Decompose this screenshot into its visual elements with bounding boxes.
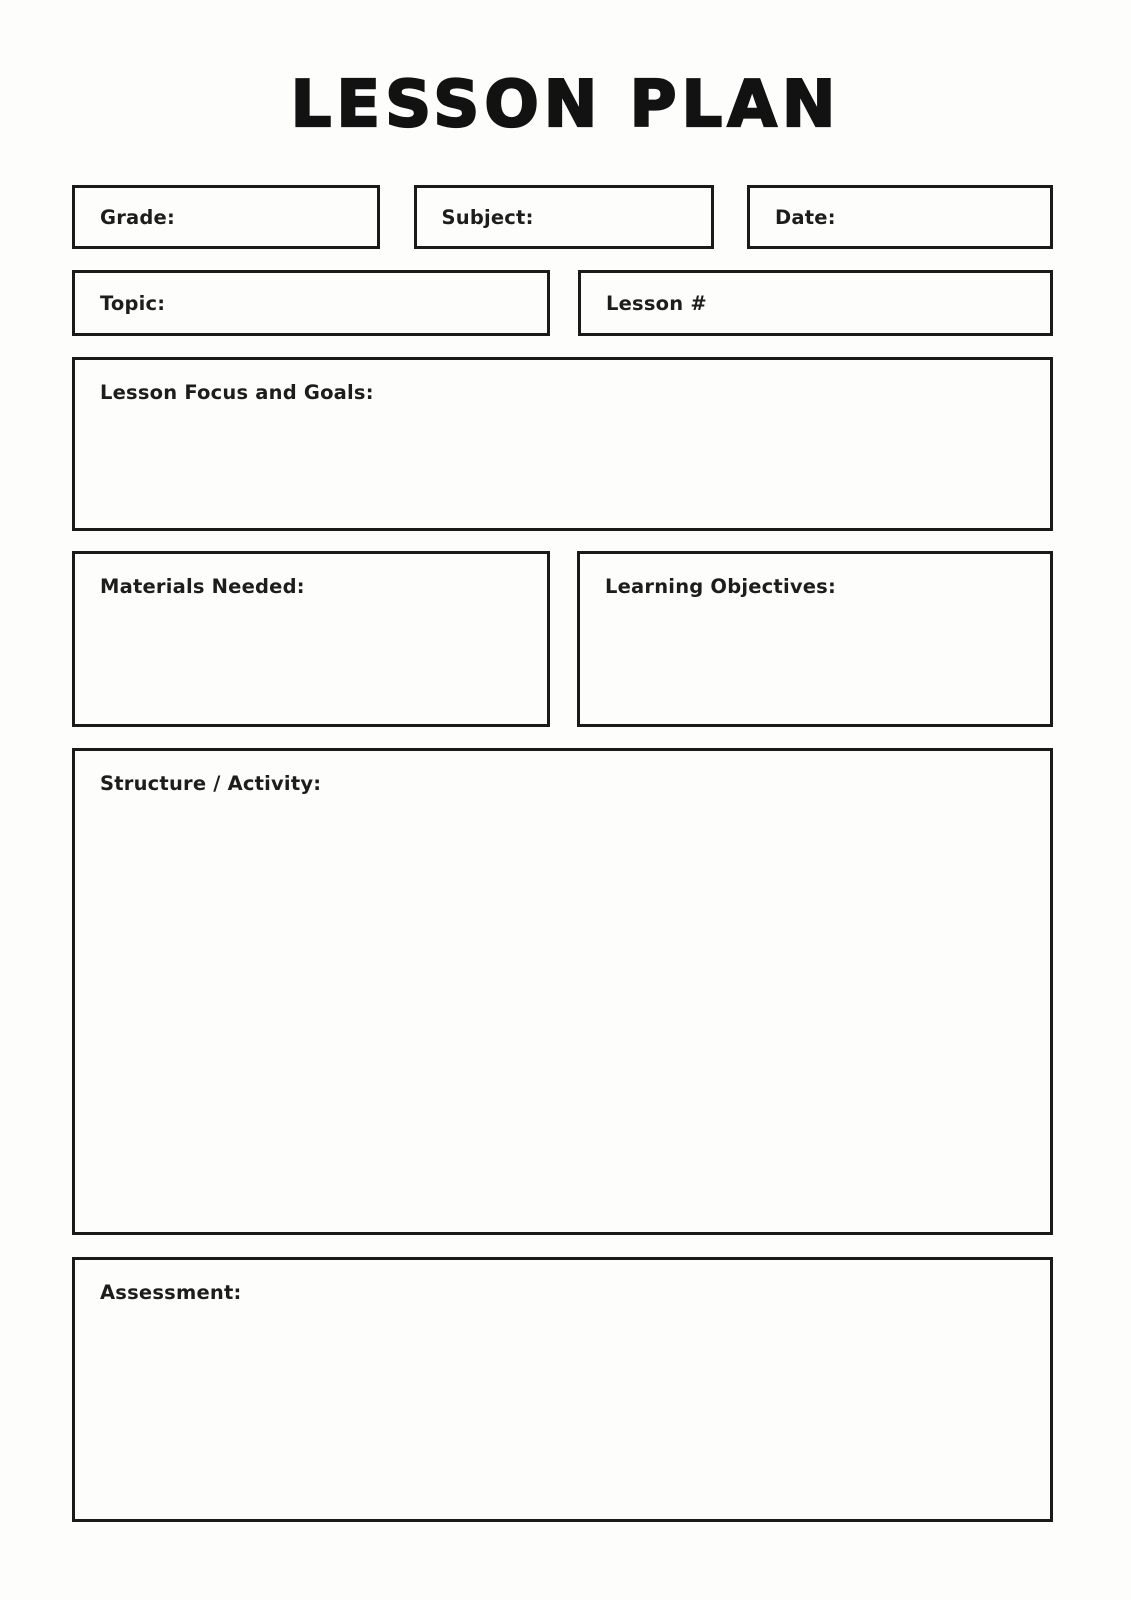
subject-label: Subject:	[441, 205, 534, 229]
grade-field[interactable]	[72, 185, 380, 249]
objectives-field[interactable]	[577, 551, 1053, 727]
structure-activity-field[interactable]	[72, 748, 1053, 1235]
lesson-plan-sheet	[0, 68, 1131, 1600]
materials-label: Materials Needed:	[100, 575, 305, 598]
lesson-number-label: Lesson #	[606, 291, 707, 315]
row-meta	[72, 185, 1053, 249]
row-topic	[72, 270, 1053, 336]
page-title: LESSON PLAN	[290, 68, 841, 142]
form-content	[0, 185, 1131, 1522]
assessment-field[interactable]	[72, 1257, 1053, 1522]
lesson-number-field[interactable]	[578, 270, 1053, 336]
materials-field[interactable]	[72, 551, 550, 727]
subject-field[interactable]	[414, 185, 714, 249]
lesson-focus-field[interactable]	[72, 357, 1053, 531]
assessment-label: Assessment:	[100, 1281, 242, 1304]
grade-label: Grade:	[100, 205, 175, 229]
objectives-label: Learning Objectives:	[605, 575, 836, 598]
date-label: Date:	[775, 205, 836, 229]
date-field[interactable]	[747, 185, 1053, 249]
row-materials	[72, 551, 1053, 727]
structure-activity-label: Structure / Activity:	[100, 772, 322, 795]
topic-field[interactable]	[72, 270, 550, 336]
topic-label: Topic:	[100, 291, 166, 315]
lesson-focus-label: Lesson Focus and Goals:	[100, 381, 374, 404]
